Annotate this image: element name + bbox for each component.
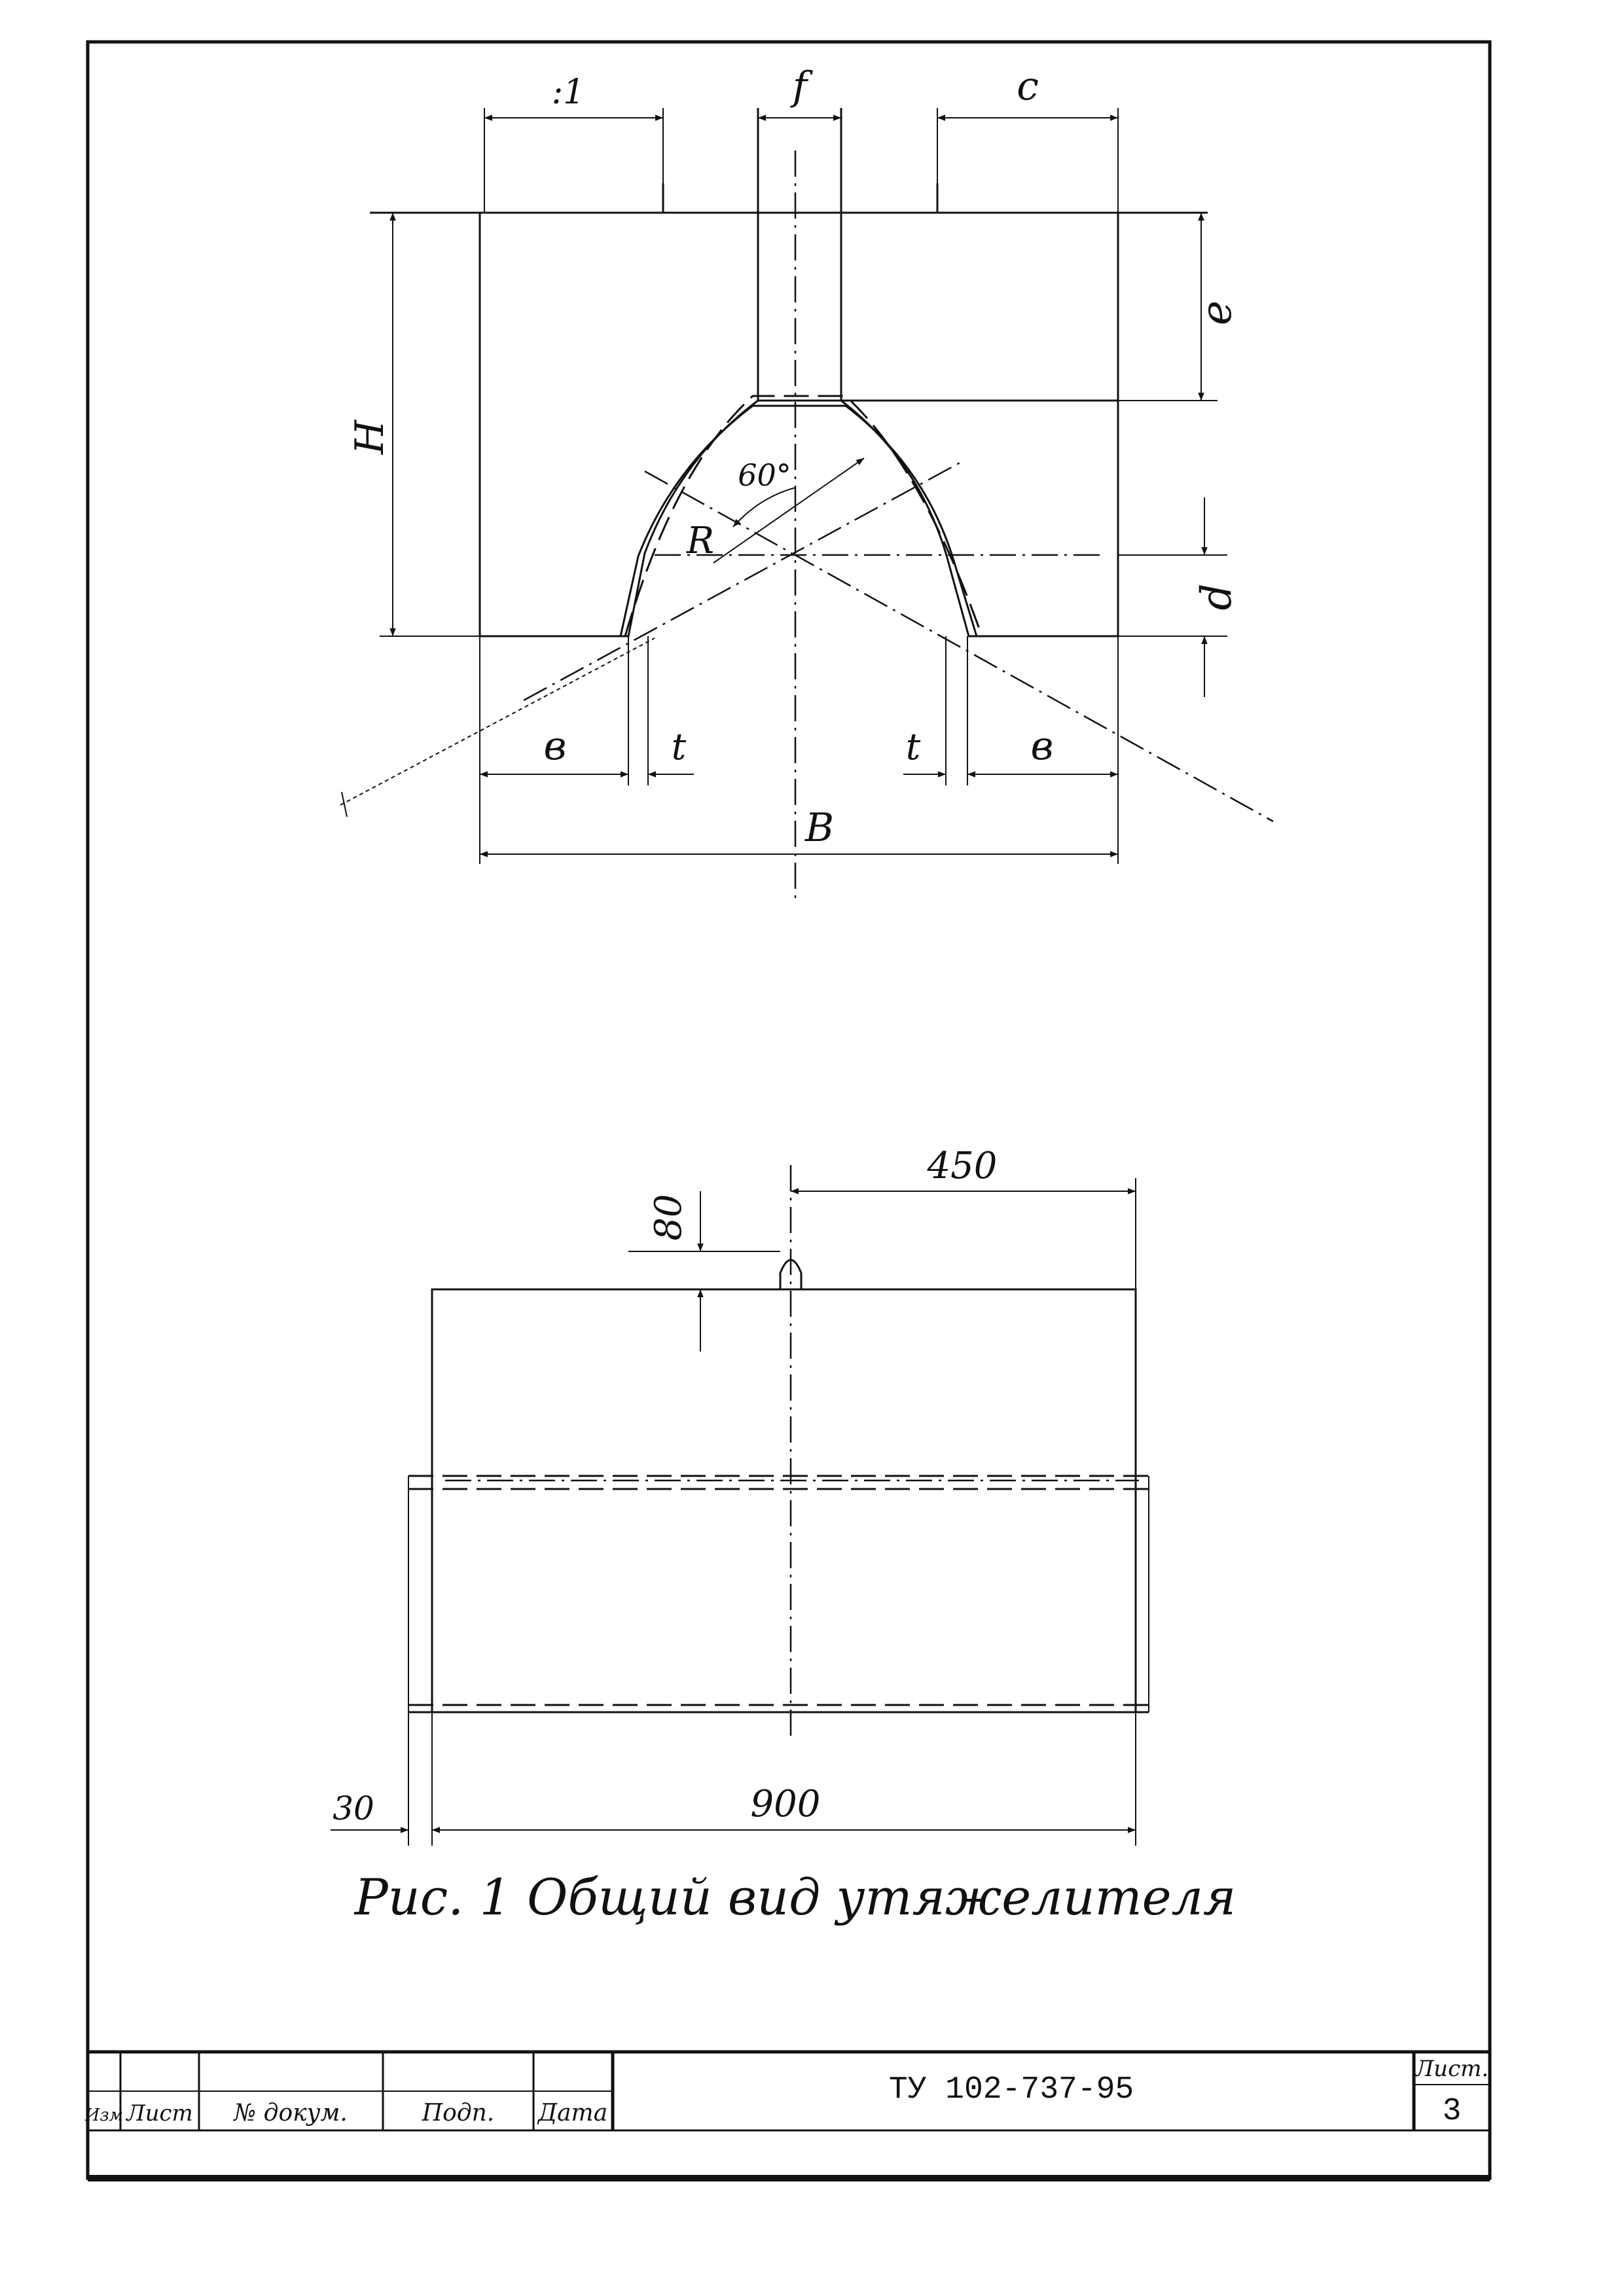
label-H: H (347, 420, 393, 455)
header-signature: Подп. (422, 2100, 495, 2126)
label-f: f (792, 63, 808, 109)
sheet-number: 3 (1442, 2094, 1462, 2129)
header-list: Лист (126, 2100, 193, 2126)
label-b-right: в (1030, 723, 1054, 769)
label-80: 80 (647, 1194, 690, 1241)
label-t-right: t (905, 726, 921, 768)
header-doc-number: № докум. (234, 2100, 348, 2126)
label-angle: 60° (738, 457, 791, 493)
header-izm: Изм (84, 2106, 124, 2125)
label-b-left: в (543, 723, 567, 769)
label-B: B (804, 805, 835, 851)
sheet-frame (88, 42, 1490, 2178)
label-t-left: t (671, 726, 687, 768)
header-date: Дата (537, 2100, 608, 2126)
side-view (331, 1145, 1149, 1846)
label-e: e (1193, 300, 1241, 325)
top-view (340, 63, 1273, 900)
label-a: :1 (551, 73, 585, 112)
document-designation: ТУ 102-737-95 (888, 2072, 1134, 2108)
sheet-label: Лист. (1415, 2056, 1489, 2082)
title-block (84, 2052, 1490, 2130)
label-900: 900 (750, 1783, 821, 1825)
label-R: R (686, 520, 715, 562)
label-c: c (1017, 63, 1039, 109)
label-450: 450 (927, 1145, 998, 1187)
label-d: d (1193, 583, 1241, 611)
label-30: 30 (333, 1789, 374, 1827)
figure-caption: Рис. 1 Общий вид утяжелителя (354, 1868, 1236, 1926)
